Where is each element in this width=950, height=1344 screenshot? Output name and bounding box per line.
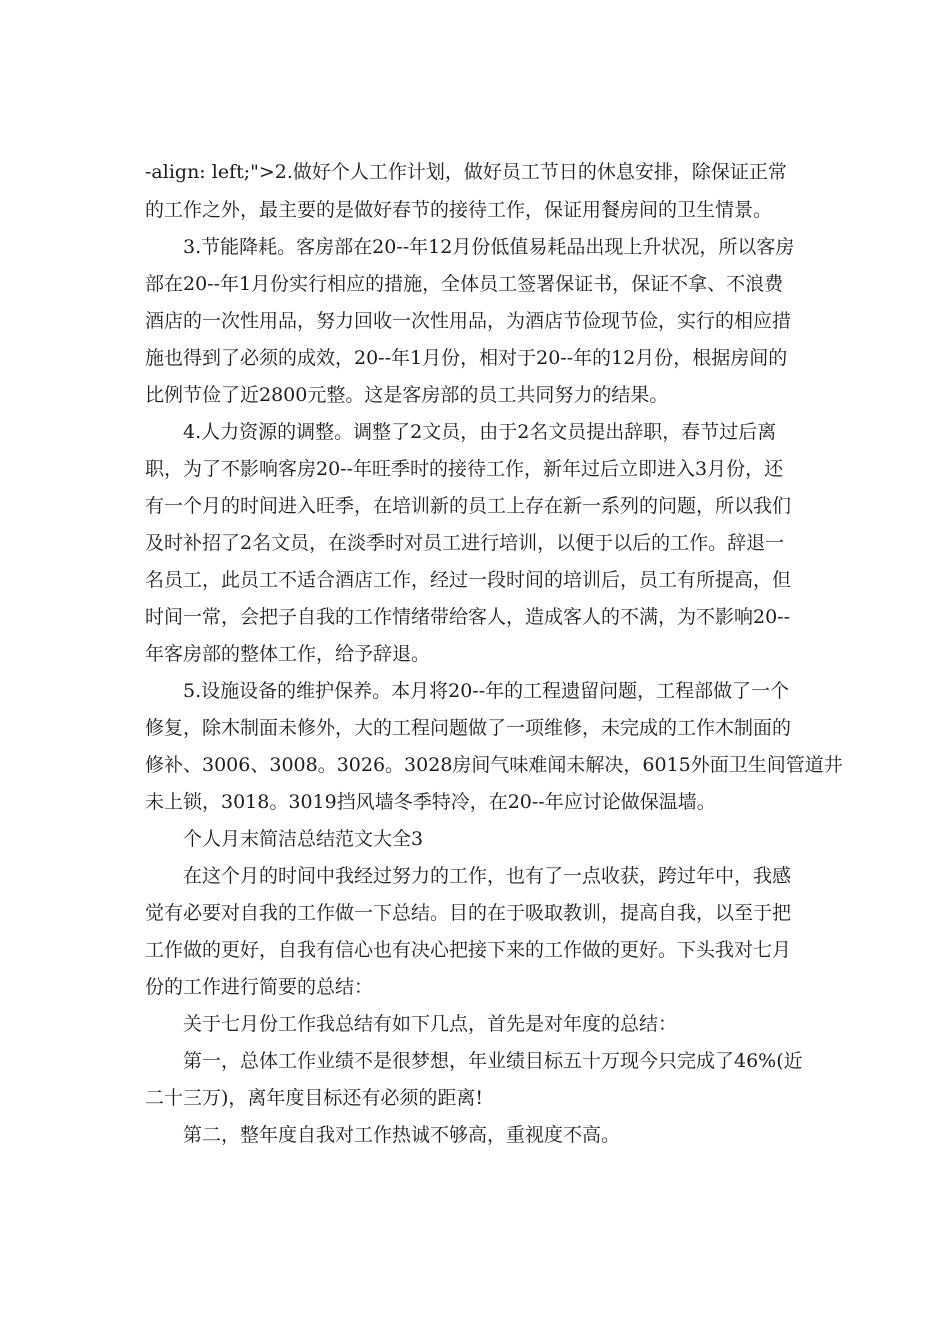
text-line-23: 份的工作进行简要的总结： xyxy=(145,976,374,998)
paragraph-energy-saving: 3.节能降耗。客房部在20--年12月份低值易耗品出现上升状况，所以客房 xyxy=(183,236,795,258)
paragraph-maintenance: 5.设施设备的维护保养。本月将20--年的工程遗留问题，工程部做了一个 xyxy=(183,680,790,702)
text-line-10: 有一个月的时间进入旺季，在培训新的员工上存在新一系列的问题，所以我们 xyxy=(145,495,792,517)
text-line-1: -align: left;">2.做好个人工作计划，做好员工节日的休息安排，除保证正常 xyxy=(145,161,787,183)
text-line-11: 及时补招了2名文员，在淡季时对员工进行培训，以便于以后的工作。辞退一 xyxy=(145,532,785,554)
text-line-9: 职，为了不影响客房20--年旺季时的接待工作，新年过后立即进入3月份，还 xyxy=(145,458,784,480)
text-line-18: 未上锁，3018。3019挡风墙冬季特冷，在20--年应讨论做保温墙。 xyxy=(145,791,716,813)
text-line-17: 修补、3006、3008。3026。3028房间气味难闻未解决，6015外面卫生间管道井 xyxy=(145,754,843,776)
text-line-26: 二十三万)，离年度目标还有必须的距离! xyxy=(145,1087,484,1109)
text-line-5: 酒店的一次性用品，努力回收一次性用品，为酒店节俭现节俭，实行的相应措 xyxy=(145,310,792,332)
text-line-13: 时间一常，会把子自我的工作情绪带给客人，造成客人的不满，为不影响20-- xyxy=(145,606,791,628)
text-line-16: 修复，除木制面未修外，大的工程问题做了一项维修，未完成的工作木制面的 xyxy=(145,717,792,739)
text-line-22: 工作做的更好，自我有信心也有决心把接下来的工作做的更好。下头我对七月 xyxy=(145,939,792,961)
paragraph-hr-adjustment: 4.人力资源的调整。调整了2文员，由于2名文员提出辞职，春节过后离 xyxy=(183,421,777,443)
section-heading: 个人月末简洁总结范文大全3 xyxy=(183,828,424,850)
text-line-4: 部在20--年1月份实行相应的措施，全体员工签署保证书，保证不拿、不浪费 xyxy=(145,273,784,295)
text-line-2: 的工作之外，最主要的是做好春节的接待工作，保证用餐房间的卫生情景。 xyxy=(145,199,773,221)
paragraph-intro: 在这个月的时间中我经过努力的工作，也有了一点收获，跨过年中，我感 xyxy=(183,865,792,887)
paragraph-first-point: 第一，总体工作业绩不是很梦想，年业绩目标五十万现今只完成了46%(近 xyxy=(183,1050,803,1072)
text-line-7: 比例节俭了近2800元整。这是客房部的员工共同努力的结果。 xyxy=(145,384,669,406)
paragraph-second-point: 第二，整年度自我对工作热诚不够高，重视度不高。 xyxy=(183,1124,621,1146)
text-line-12: 名员工，此员工不适合酒店工作，经过一段时间的培训后，员工有所提高，但 xyxy=(145,569,792,591)
paragraph-summary-points: 关于七月份工作我总结有如下几点，首先是对年度的总结： xyxy=(183,1013,678,1035)
text-line-21: 觉有必要对自我的工作做一下总结。目的在于吸取教训，提高自我，以至于把 xyxy=(145,902,792,924)
text-line-14: 年客房部的整体工作，给予辞退。 xyxy=(145,643,431,665)
text-line-6: 施也得到了必须的成效，20--年1月份，相对于20--年的12月份，根据房间的 xyxy=(145,347,788,369)
